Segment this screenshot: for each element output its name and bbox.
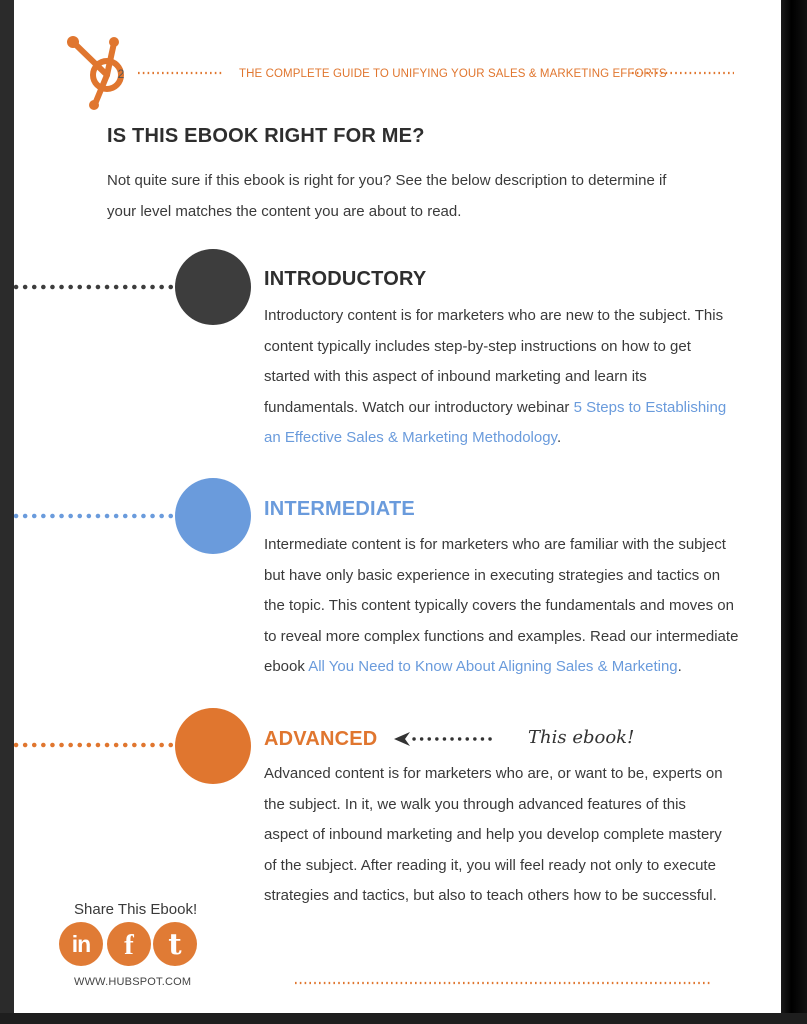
linkedin-icon[interactable]: in bbox=[59, 922, 103, 966]
page-number: 2 bbox=[117, 67, 125, 81]
introductory-title: INTRODUCTORY bbox=[264, 268, 427, 290]
facebook-icon[interactable]: f bbox=[107, 922, 151, 966]
advanced-dotted-connector bbox=[14, 740, 182, 750]
intermediate-ebook-link[interactable]: All You Need to Know About Aligning Sales & Marketing bbox=[308, 658, 678, 676]
page-heading: IS THIS EBOOK RIGHT FOR ME? bbox=[107, 125, 425, 147]
intro-line-2: your level matches the content you are about to read. bbox=[107, 203, 462, 220]
introductory-description bbox=[264, 301, 739, 454]
introductory-level-circle bbox=[175, 249, 251, 325]
page-bottom-edge bbox=[0, 1013, 807, 1024]
this-ebook-annotation: This ebook! bbox=[528, 727, 635, 748]
intermediate-text-end: . bbox=[677, 658, 682, 676]
intermediate-level-circle bbox=[175, 478, 251, 554]
ebook-page bbox=[14, 0, 781, 1013]
introductory-dotted-connector bbox=[14, 282, 182, 292]
intro-paragraph bbox=[107, 165, 747, 227]
advanced-level-circle bbox=[175, 708, 251, 784]
page-edge-shadow bbox=[781, 0, 807, 1024]
arrow-left-icon bbox=[394, 731, 498, 747]
advanced-title: ADVANCED bbox=[264, 728, 378, 750]
share-label: Share This Ebook! bbox=[74, 901, 198, 918]
introductory-text-end: . bbox=[556, 429, 562, 447]
hubspot-url[interactable]: WWW.HUBSPOT.COM bbox=[74, 976, 192, 988]
intermediate-title: INTERMEDIATE bbox=[264, 498, 415, 520]
intermediate-dotted-connector bbox=[14, 511, 182, 521]
footer-dotted-rule bbox=[294, 979, 714, 987]
intermediate-description bbox=[264, 530, 744, 683]
introductory-text: Introductory content is for marketers who are new to the subject. This content typically includes step-by-step instructions on how to get started with this aspect of inbound marketing and learn its fundamentals. Watch our introductory webinar bbox=[264, 307, 724, 416]
introductory-webinar-link[interactable]: 5 Steps to Establishing an Effective Sales & Marketing Methodology bbox=[264, 398, 727, 447]
hubspot-sprocket-icon bbox=[62, 32, 142, 116]
header-title: THE COMPLETE GUIDE TO UNIFYING YOUR SALES & MARKETING EFFORTS bbox=[239, 68, 667, 80]
advanced-description: Advanced content is for marketers who are, or want to be, experts on the subject. In it, we walk you through advanced features of this aspect of inbound marketing and help you develop complete mastery of the subject. After reading it, you will feel ready not only to execute strategies and tactics, but also to teach others how to be successful. bbox=[264, 765, 723, 905]
intermediate-text: Intermediate content is for marketers who are familiar with the subject but have only basic experience in executing strategies and tactics on the topic. This content typically covers the fundamentals and moves on to reveal more complex functions and examples. Read our intermediate ebook bbox=[264, 536, 739, 676]
twitter-icon[interactable]: t bbox=[153, 922, 197, 966]
intro-line-1: Not quite sure if this ebook is right for you? See the below description to determine if bbox=[107, 172, 667, 189]
